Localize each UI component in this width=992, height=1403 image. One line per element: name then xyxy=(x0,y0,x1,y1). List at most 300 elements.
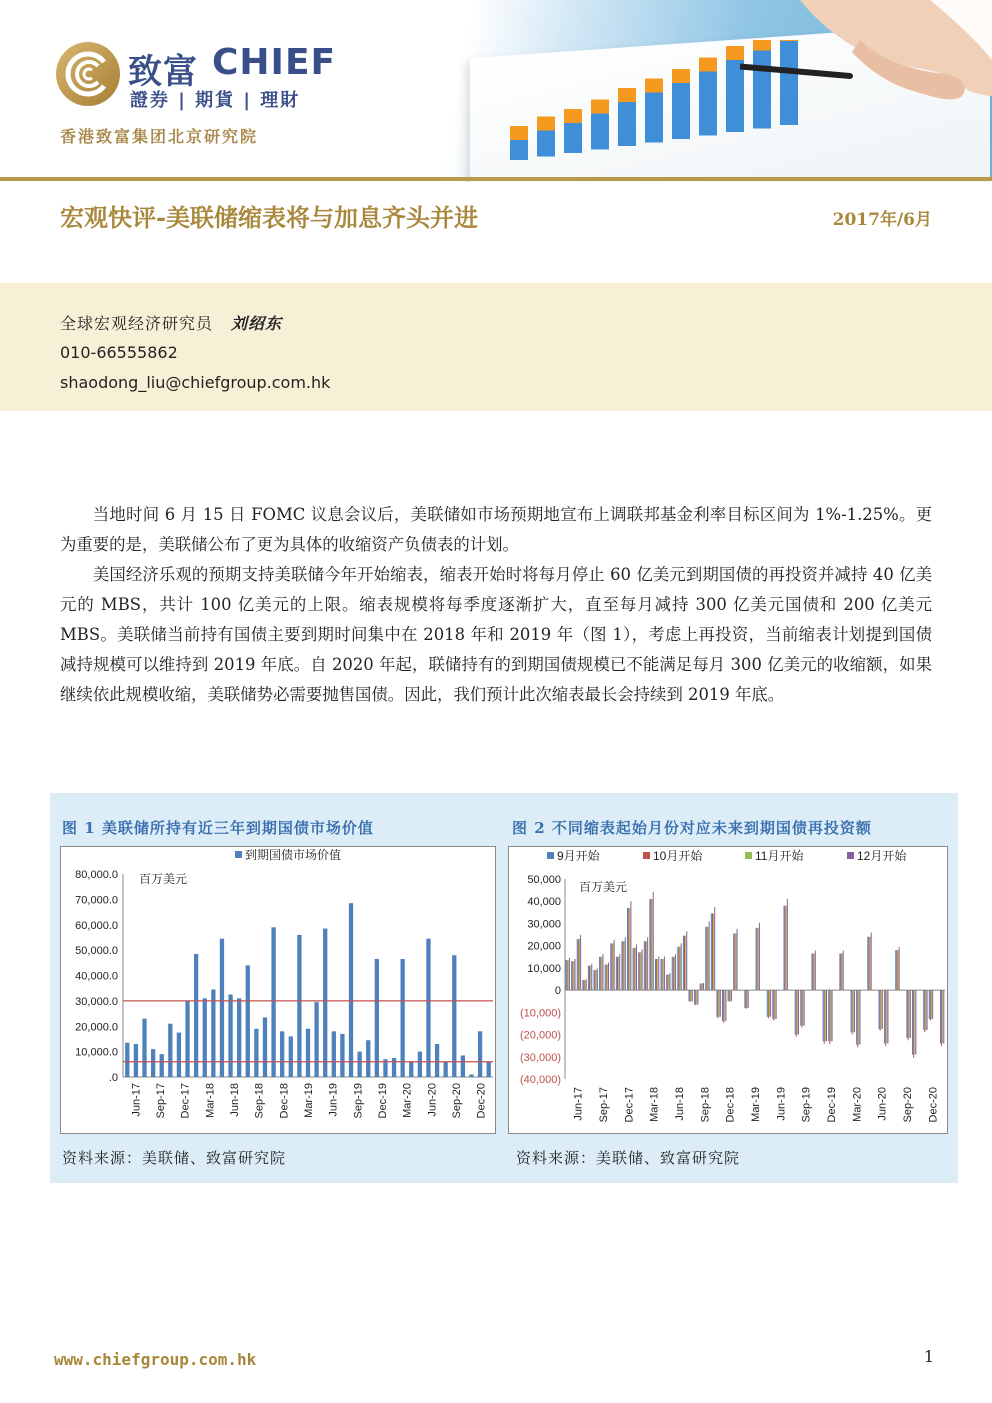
unit-label: 百万美元 xyxy=(579,880,628,894)
bar xyxy=(830,990,831,1041)
bar xyxy=(814,953,815,990)
x-tick-label: Dec-20 xyxy=(927,1087,940,1123)
x-tick-label: Sep-18 xyxy=(699,1087,712,1123)
bar xyxy=(842,953,843,990)
bar xyxy=(619,954,620,990)
bar xyxy=(881,990,882,1029)
bar xyxy=(896,950,897,990)
bar xyxy=(426,939,430,1077)
bar xyxy=(705,927,706,990)
document-date: 2017年/6月 xyxy=(832,210,932,230)
bar xyxy=(871,933,872,991)
bar xyxy=(605,965,606,991)
bar xyxy=(868,937,869,990)
institute-name: 香港致富集团北京研究院 xyxy=(60,127,259,146)
legend-swatch xyxy=(547,852,554,859)
bar xyxy=(795,990,796,1034)
bar xyxy=(841,953,842,990)
bar xyxy=(653,892,654,990)
bar xyxy=(409,1062,413,1077)
bar xyxy=(134,1044,138,1077)
bar xyxy=(924,990,925,1032)
bar xyxy=(694,990,695,1004)
bar xyxy=(435,1044,439,1077)
bar xyxy=(674,957,675,990)
footer-website-link[interactable]: www.chiefgroup.com.hk xyxy=(54,1350,257,1369)
bar xyxy=(708,927,709,990)
bar xyxy=(719,990,720,1017)
bar xyxy=(594,970,595,990)
banner-bar-top xyxy=(537,117,555,131)
bar xyxy=(775,990,776,1019)
bar xyxy=(655,959,656,990)
bar xyxy=(646,941,647,990)
bar xyxy=(722,990,723,1021)
bar xyxy=(160,1054,164,1077)
x-tick-label: Jun-18 xyxy=(229,1083,241,1117)
bar xyxy=(758,928,759,990)
bar xyxy=(211,989,215,1077)
bar xyxy=(724,990,725,1021)
figure-1-source: 资料来源：美联储、致富研究院 xyxy=(62,1149,287,1167)
bar xyxy=(714,907,715,990)
x-tick-label: Mar-18 xyxy=(648,1087,661,1122)
bar xyxy=(220,939,224,1077)
y-tick-label: (30,000) xyxy=(520,1051,561,1064)
figure-2-title: 图 2 不同缩表起始月份对应未来到期国债再投资额 xyxy=(512,819,872,837)
figure-2-source: 资料来源：美联储、致富研究院 xyxy=(516,1149,741,1167)
figure-1-title: 图 1 美联储所持有近三年到期国债市场价值 xyxy=(62,819,374,837)
bar xyxy=(885,990,886,1046)
bar xyxy=(942,990,943,1043)
bar xyxy=(579,939,580,990)
bar xyxy=(870,937,871,990)
bar xyxy=(853,990,854,1032)
legend-label: 12月开始 xyxy=(857,849,907,863)
bar xyxy=(647,937,648,990)
brand-tagline: 證券 | 期貨 | 理財 xyxy=(130,90,301,111)
x-tick-label: Dec-17 xyxy=(179,1083,192,1119)
bar xyxy=(703,983,704,990)
bar xyxy=(634,948,635,990)
bar xyxy=(930,990,931,1020)
banner-bar xyxy=(672,83,690,139)
bar xyxy=(854,990,855,1032)
y-tick-label: 40,000.0 xyxy=(75,970,118,983)
bar xyxy=(857,990,858,1047)
bar xyxy=(630,901,631,990)
bar xyxy=(824,990,825,1044)
bar xyxy=(656,959,657,990)
bar xyxy=(151,1049,155,1077)
bar xyxy=(925,990,926,1030)
bar xyxy=(168,1024,172,1077)
bar xyxy=(461,1055,465,1077)
header-divider xyxy=(0,177,992,181)
bar xyxy=(661,959,662,990)
bar xyxy=(851,990,852,1032)
bar xyxy=(829,990,830,1044)
legend-label: 10月开始 xyxy=(653,849,703,863)
bar xyxy=(941,990,942,1046)
y-tick-label: (20,000) xyxy=(520,1029,561,1042)
bar xyxy=(746,990,747,1009)
bar xyxy=(618,957,619,990)
bar xyxy=(314,1002,318,1077)
bar xyxy=(349,903,353,1077)
bar xyxy=(610,943,611,990)
bar xyxy=(700,983,701,990)
bar xyxy=(392,1058,396,1077)
bar xyxy=(684,936,685,990)
bar xyxy=(621,941,622,990)
banner-bar-top xyxy=(645,79,663,93)
bar xyxy=(596,970,597,990)
y-tick-label: 30,000.0 xyxy=(75,995,118,1008)
bar xyxy=(606,965,607,991)
y-tick-label: 30,000 xyxy=(527,918,561,931)
bar xyxy=(590,966,591,990)
bar xyxy=(571,961,572,990)
bar xyxy=(664,957,665,991)
bar xyxy=(915,990,916,1054)
x-tick-label: Jun-17 xyxy=(572,1087,585,1121)
bar xyxy=(797,990,798,1034)
bar xyxy=(418,1052,422,1077)
x-tick-label: Sep-19 xyxy=(352,1083,365,1119)
bar xyxy=(720,990,721,1017)
bar xyxy=(639,952,640,990)
article-body xyxy=(60,500,932,710)
bar xyxy=(733,933,734,990)
bar xyxy=(692,990,693,1001)
bar xyxy=(177,1033,181,1077)
bar xyxy=(757,928,758,990)
bar xyxy=(728,990,729,1001)
bar xyxy=(823,990,824,1041)
bar xyxy=(568,960,569,990)
bar xyxy=(711,913,712,990)
author-role-line xyxy=(60,311,282,334)
x-tick-label: Sep-18 xyxy=(253,1083,266,1119)
y-tick-label: 10,000.0 xyxy=(75,1046,118,1059)
bar xyxy=(776,990,777,1019)
bar xyxy=(194,954,198,1077)
figure-1-chart-svg xyxy=(61,847,495,1133)
bar xyxy=(811,953,812,990)
bar xyxy=(602,954,603,990)
bar xyxy=(340,1034,344,1077)
legend-swatch xyxy=(847,852,854,859)
bar xyxy=(898,950,899,990)
bar xyxy=(899,947,900,990)
bar xyxy=(856,990,857,1044)
legend-swatch xyxy=(643,852,650,859)
bar xyxy=(825,990,826,1041)
banner-bar-top xyxy=(564,109,582,123)
chief-logo-icon xyxy=(54,40,122,108)
bar xyxy=(895,950,896,990)
bar xyxy=(583,980,584,990)
author-email[interactable]: shaodong_liu@chiefgroup.com.hk xyxy=(60,373,331,392)
bar xyxy=(652,899,653,990)
banner-bar-top xyxy=(618,88,636,102)
bar xyxy=(591,964,592,990)
bar xyxy=(860,990,861,1044)
bar xyxy=(280,1031,284,1077)
bar xyxy=(813,953,814,990)
x-tick-label: Sep-19 xyxy=(800,1087,813,1123)
bar xyxy=(607,965,608,991)
bar xyxy=(662,959,663,990)
bar xyxy=(832,990,833,1041)
bar xyxy=(640,952,641,990)
x-tick-label: Sep-17 xyxy=(598,1087,610,1123)
bar xyxy=(627,908,628,990)
bar xyxy=(828,990,829,1041)
x-tick-label: Sep-17 xyxy=(155,1083,167,1119)
bar xyxy=(644,941,645,990)
bar xyxy=(401,959,405,1077)
bar xyxy=(595,970,596,990)
bar xyxy=(908,990,909,1040)
bar xyxy=(642,949,643,990)
bar xyxy=(784,906,785,990)
banner-bar xyxy=(591,114,609,150)
bar xyxy=(803,990,804,1026)
bar xyxy=(633,948,634,990)
bar xyxy=(332,1031,336,1077)
bar xyxy=(478,1031,482,1077)
bar xyxy=(599,957,600,990)
bar xyxy=(691,990,692,1001)
bar xyxy=(886,990,887,1043)
bar xyxy=(932,990,933,1019)
bar xyxy=(858,990,859,1044)
bar xyxy=(578,939,579,990)
bar xyxy=(566,960,567,990)
figure-2-chart xyxy=(508,846,948,1134)
bar xyxy=(585,980,586,990)
legend-label: 11月开始 xyxy=(755,849,804,863)
bar xyxy=(636,945,637,991)
bar xyxy=(675,954,676,990)
bar xyxy=(125,1043,129,1077)
bar xyxy=(658,957,659,991)
bar xyxy=(375,959,379,1077)
bar xyxy=(725,990,726,1021)
bar xyxy=(651,899,652,990)
bar xyxy=(826,990,827,1041)
banner-bar-top xyxy=(591,100,609,114)
y-tick-label: 20,000.0 xyxy=(75,1021,118,1034)
bar xyxy=(882,990,883,1029)
bar xyxy=(787,899,788,990)
bar xyxy=(611,943,612,990)
x-tick-label: Jun-19 xyxy=(775,1087,788,1121)
bar xyxy=(185,1001,189,1077)
bar xyxy=(600,957,601,990)
bar xyxy=(228,995,232,1077)
bar xyxy=(689,990,690,1001)
bar xyxy=(608,963,609,991)
bar xyxy=(747,990,748,1008)
bar xyxy=(629,908,630,990)
bar xyxy=(638,952,639,990)
bar xyxy=(686,931,687,990)
bar xyxy=(366,1040,370,1077)
bar xyxy=(701,983,702,990)
x-tick-label: Dec-19 xyxy=(826,1087,838,1123)
bar xyxy=(614,940,615,990)
bar xyxy=(931,990,932,1019)
bar xyxy=(645,941,646,990)
bar xyxy=(589,966,590,990)
banner-bar xyxy=(618,102,636,146)
brand-name-chinese: 致富 xyxy=(128,52,198,92)
bar xyxy=(785,906,786,990)
bar xyxy=(706,927,707,990)
bar xyxy=(730,990,731,1001)
unit-label: 百万美元 xyxy=(139,872,188,886)
y-tick-label: 10,000 xyxy=(527,962,561,975)
x-tick-label: Mar-19 xyxy=(750,1087,762,1122)
x-tick-label: Mar-20 xyxy=(851,1087,864,1122)
body-paragraph: 美国经济乐观的预期支持美联储今年开始缩表，缩表开始时将每月停止 60 亿美元到期国债的再投资并减持 40 亿美元的 MBS，共计 100 亿美元的上限。缩表规模将每季度逐渐扩大，直至每月减持 300 亿美元国债和 200 亿美元 MBS。美联储当前持有国债主要到期时间集中在 2018 年和 2019 年（图 1），考虑上再投资，当前缩表计划提到国债减持规模可以维持到 2019 年底。自 2020 年起，联储持有的到期国债规模已不能满足每月 300 亿美元的收缩额，如果继续依此规模收缩，美联储势必需要抛售国债。因此，我们预计此次缩表最长会持续到 2019 年底。 xyxy=(60,565,932,704)
bar xyxy=(796,990,797,1037)
bar xyxy=(697,990,698,1004)
bar xyxy=(798,990,799,1034)
y-tick-label: 70,000.0 xyxy=(75,894,118,907)
bar xyxy=(943,990,944,1043)
bar xyxy=(815,951,816,991)
hand-with-pen-icon xyxy=(740,0,992,130)
y-tick-label: (40,000) xyxy=(520,1074,561,1086)
bar xyxy=(635,948,636,990)
bar xyxy=(667,975,668,991)
bar xyxy=(927,990,928,1030)
bar xyxy=(756,928,757,990)
body-paragraph: 当地时间 6 月 15 日 FOMC 议息会议后，美联储如市场预期地宣布上调联邦基金利率目标区间为 1%-1.25%。更为重要的是，美联储公布了更为具体的收缩资产负债表的计划。 xyxy=(60,505,932,554)
bar xyxy=(909,990,910,1038)
bar xyxy=(768,990,769,1018)
bar xyxy=(716,990,717,1017)
bar xyxy=(887,990,888,1043)
bar xyxy=(246,965,250,1077)
bar xyxy=(695,990,696,1005)
author-name: 刘绍东 xyxy=(231,314,283,333)
bar xyxy=(616,957,617,990)
x-tick-label: Jun-20 xyxy=(876,1087,889,1121)
page-number: 1 xyxy=(923,1347,934,1366)
bar xyxy=(914,990,915,1054)
bar xyxy=(744,990,745,1008)
banner-bar-top xyxy=(672,69,690,83)
bar xyxy=(672,957,673,990)
banner-bar xyxy=(510,140,528,160)
bar xyxy=(567,960,568,990)
y-tick-label: 50,000 xyxy=(527,874,561,886)
x-tick-label: Dec-20 xyxy=(475,1083,488,1119)
y-tick-label: 20,000 xyxy=(527,940,561,953)
x-tick-label: Mar-19 xyxy=(303,1083,315,1118)
bar xyxy=(913,990,914,1058)
bar xyxy=(772,990,773,1019)
bar xyxy=(680,947,681,990)
bar xyxy=(852,990,853,1034)
bar xyxy=(297,935,301,1077)
x-tick-label: Mar-18 xyxy=(204,1083,217,1118)
x-tick-label: Dec-18 xyxy=(278,1083,291,1119)
bar xyxy=(444,1062,448,1077)
x-tick-label: Mar-20 xyxy=(401,1083,414,1118)
bar xyxy=(767,990,768,1017)
bar xyxy=(923,990,924,1030)
bar xyxy=(487,1062,491,1077)
bar xyxy=(677,947,678,990)
x-tick-label: Sep-20 xyxy=(902,1087,914,1123)
bar xyxy=(569,958,570,990)
bar xyxy=(773,990,774,1020)
bar xyxy=(271,927,275,1077)
bar xyxy=(906,990,907,1038)
bar xyxy=(723,990,724,1023)
bar xyxy=(588,966,589,990)
x-tick-label: Jun-18 xyxy=(674,1087,686,1121)
bar xyxy=(617,957,618,990)
bar xyxy=(910,990,911,1038)
bar xyxy=(759,923,760,990)
y-tick-label: (10,000) xyxy=(520,1007,561,1020)
bar xyxy=(670,973,671,990)
bar xyxy=(323,929,327,1077)
banner-bar xyxy=(645,93,663,143)
banner-bar xyxy=(564,123,582,153)
bar xyxy=(628,908,629,990)
bar xyxy=(940,990,941,1043)
bar xyxy=(731,990,732,1001)
bar xyxy=(843,951,844,991)
bar xyxy=(839,953,840,990)
bar xyxy=(582,980,583,990)
bar xyxy=(203,998,207,1077)
y-tick-label: 50,000.0 xyxy=(75,945,118,958)
bar xyxy=(575,959,576,990)
banner-bar xyxy=(537,131,555,157)
banner-bar-top xyxy=(699,58,717,72)
bar xyxy=(867,937,868,990)
bar xyxy=(573,961,574,990)
y-tick-label: 40,000 xyxy=(527,896,561,909)
bar xyxy=(681,943,682,990)
bar xyxy=(657,959,658,990)
banner-bar xyxy=(699,72,717,136)
bar xyxy=(748,990,749,1008)
x-tick-label: Jun-19 xyxy=(327,1083,340,1117)
bar xyxy=(577,939,578,990)
bar xyxy=(623,941,624,990)
brand-name-english: CHIEF xyxy=(212,42,337,83)
bar xyxy=(696,990,697,1004)
bar xyxy=(580,935,581,990)
author-phone: 010-66555862 xyxy=(60,343,178,362)
bar xyxy=(289,1036,293,1077)
bar xyxy=(683,936,684,990)
bar xyxy=(142,1019,146,1077)
bar xyxy=(690,990,691,1002)
bar xyxy=(713,913,714,990)
bar xyxy=(597,969,598,991)
